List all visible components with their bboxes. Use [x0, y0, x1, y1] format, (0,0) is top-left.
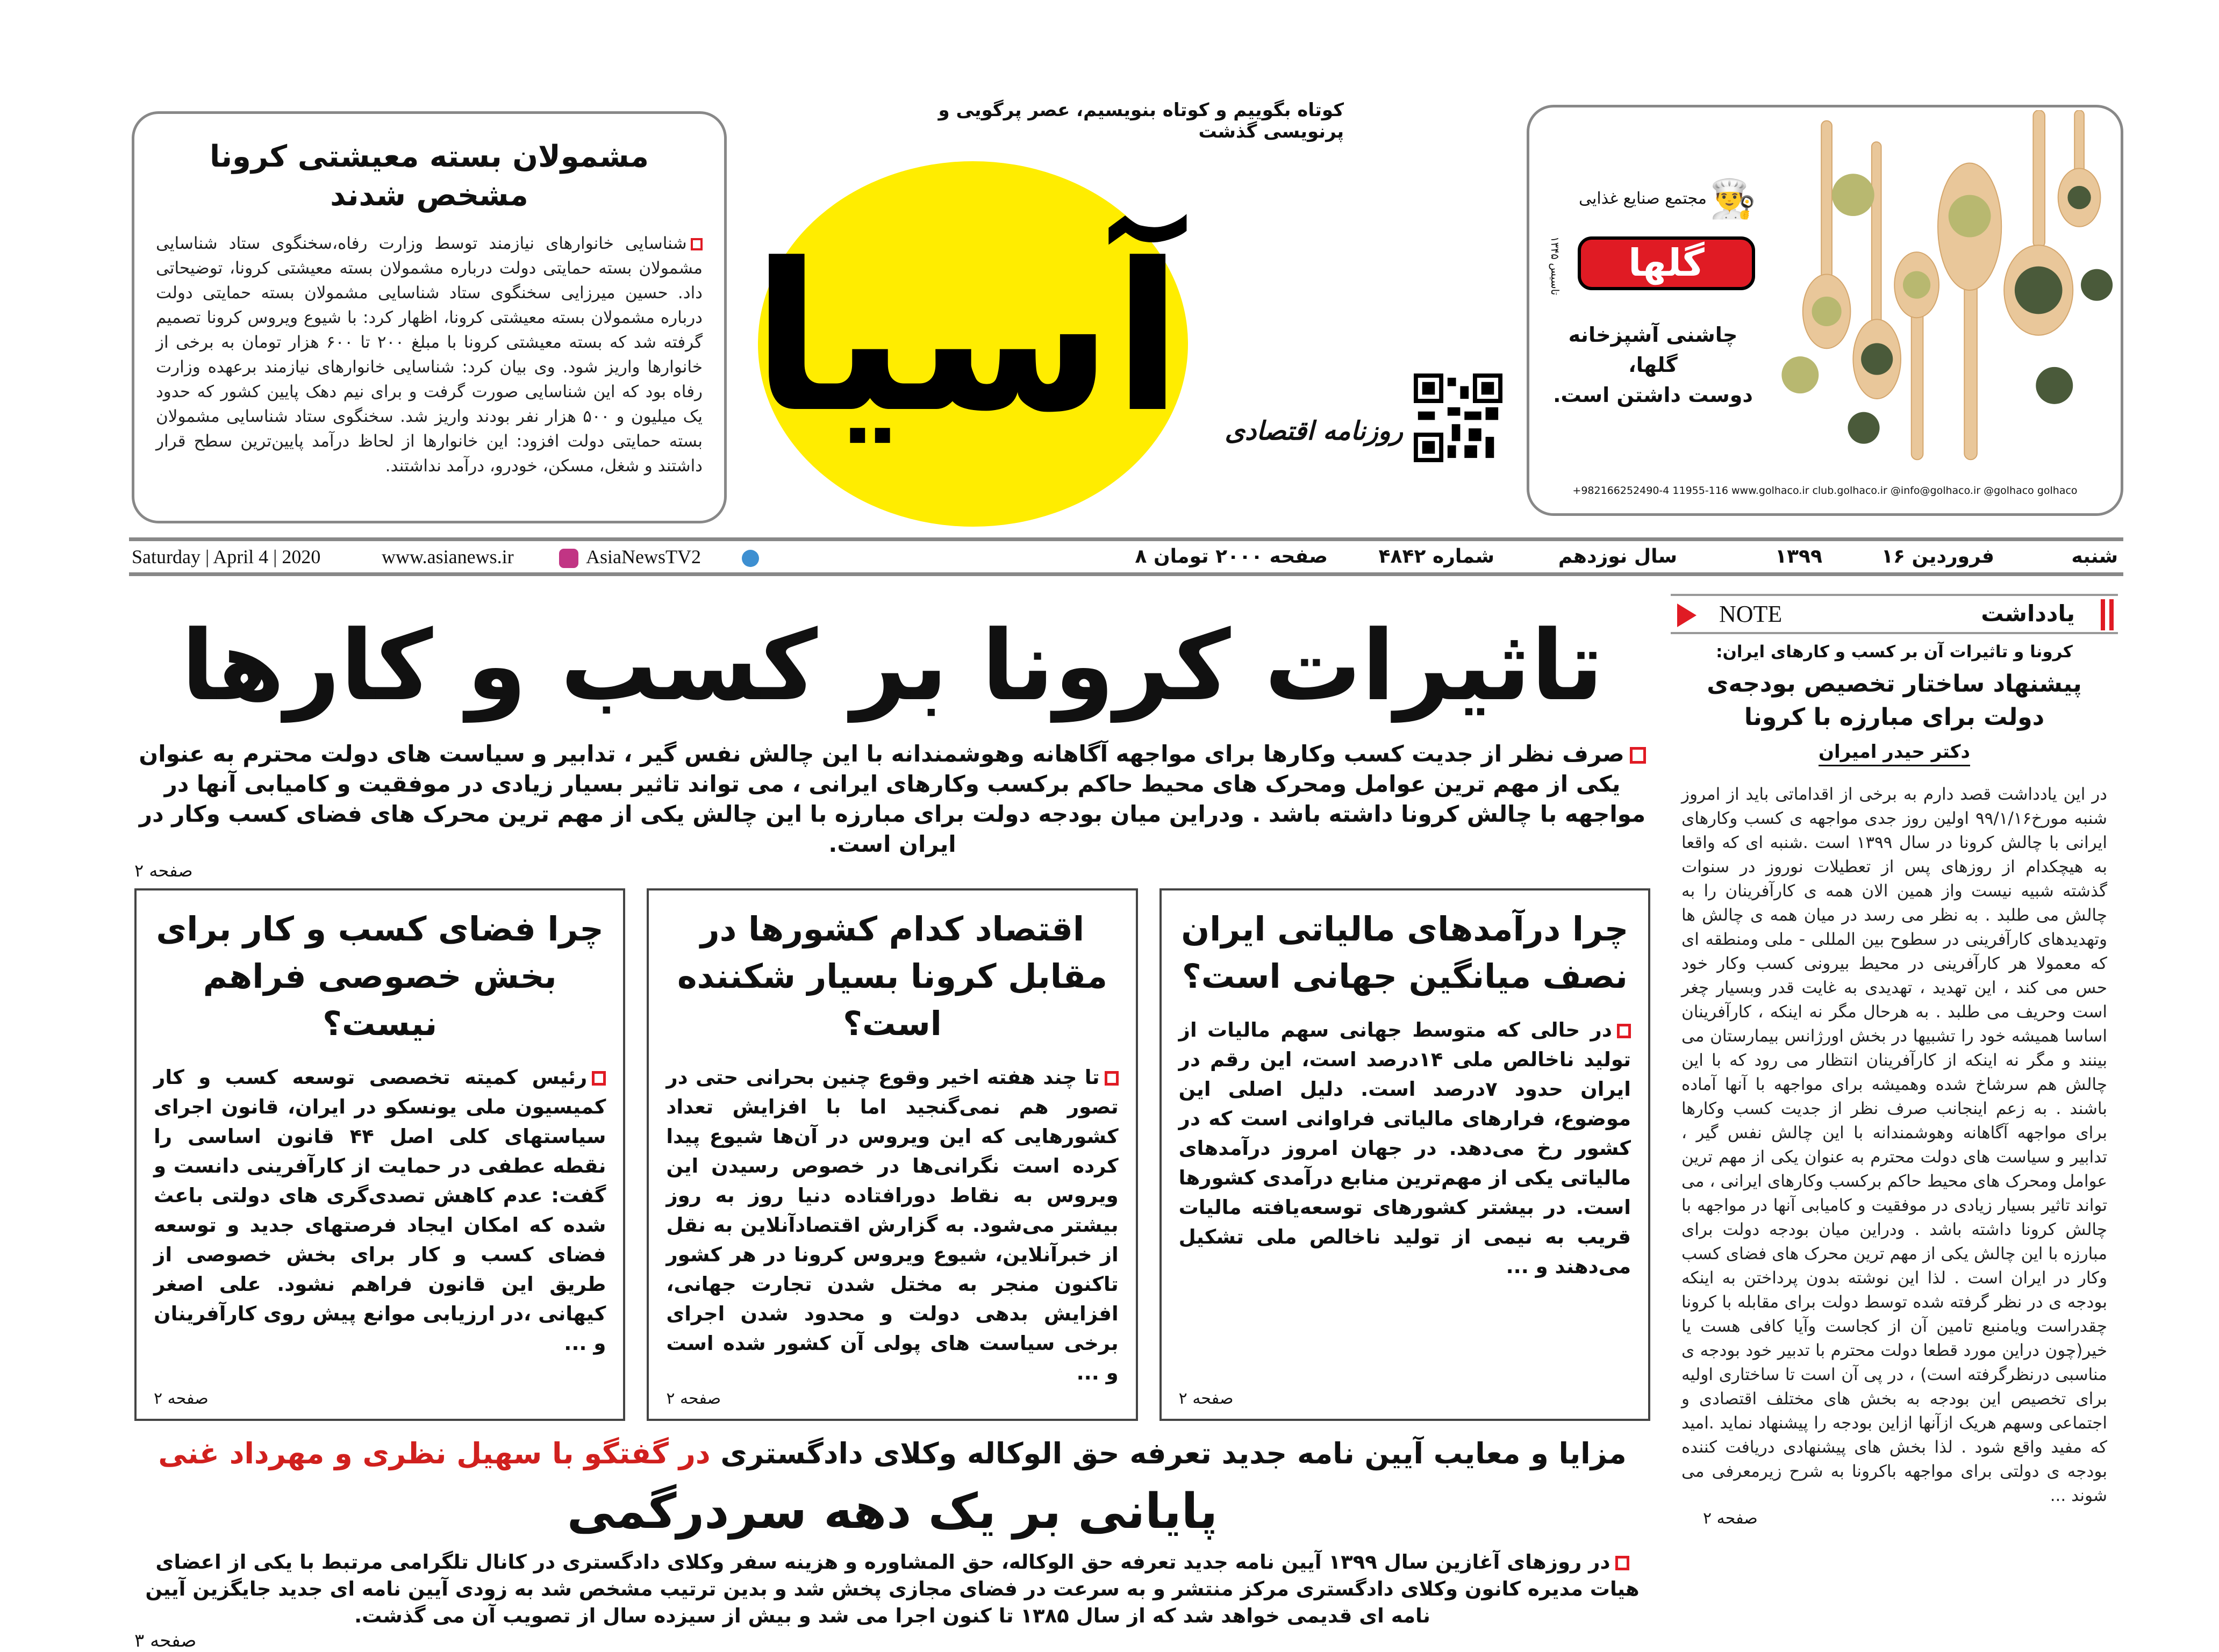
story-column	[134, 888, 625, 1421]
note-label-fa: یادداشت	[1981, 600, 2075, 627]
story-body: رئیس کمیته تخصصی توسعه کسب و کار کمیسیون ملی یونسکو در ایران، قانون اجرای سیاستهای کلی اصل ۴۴ قانون اساسی را نقطه عطفی در حمایت از کارآفرینی دانست و گفت: عدم کاهش تصدی‌گری های دولتی باعث شده که امکان ایجاد فرصتهای جدید و توسعه فضای کسب و کار برای بخش خصوصی از طریق این قانون فراهم نشود. علی اصغر کیهانی ،در ارزیابی موانع پیش روی کارآفرینان و ...	[154, 1066, 606, 1355]
bullet-square-icon	[1617, 1024, 1631, 1039]
ad-slogan-line-2: دوست داشتن است.	[1553, 383, 1753, 407]
wooden-spoons-spices-image	[1758, 110, 2118, 470]
note-body-text: در این یادداشت قصد دارم به برخی از اقداماتی باید از امروز شنبه مورخ۹۹/۱/۱۶ اولین روز جدی مواجهه ی کسب وکارهای ایرانی با چالش کرونا در سال ۱۳۹۹ است .شنبه ای که واقعا به هیچکدام از روزهای پس از تعطیلات نوروز در سنوات گذشته شبیه نیست واز همین الان همه ی کارآفرینان را به چالش می طلبد . به نظر می رسد در میان همه ی چالش ها وتهدیدهای کارآفرینی در سطوح بین المللی - ملی ومنطقه ای که معمولا هر کارآفرینی در محیط بیرونی کسب وکار خود حس می کند ، این تهدید ، تهدیدی به غایت قدر وبسیار چغر است وحریف می طلبد . به هرحال مگر نه اینکه ، کارآفرینان اساسا همیشه خود را تشبیها در بخش اورژانس بیمارستان می بینند و مگر نه اینکه از کارآفرینان انتظار می رود که با این چالش هم سرشاخ شده وهمیشه برای مواجهه با آنها آماده باشند . به زعم اینجانب صرف نظر از جدیت کسب وکارها برای مواجهه آگاهانه وهوشمندانه با این چالش نفس گیر ، تدابیر و سیاست های دولت محترم به عنوان یکی از مهم ترین عوامل ومحرک های محیط حاکم برکسب وکارهای ایرانی ، می تواند تاثیر بسیار زیادی در موفقیت و کامیابی آنها در مواجهه با چالش کرونا داشته باشد . ودراین میان بودجه دولت برای مبارزه با این چالش یکی از مهم ترین محرک های فضای کسب وکار در ایران است . لذا این نوشته بدون پرداختن به اینکه بودجه ی در نظر گرفته شده توسط دولت برای مقابله با کرونا چقدراست ویامنبع تامین آن از کجاست وآیا کافی هست یا خیر(چون دراین مورد قطعا دولت محترم با تدبیر خود بودجه ی مناسبی درنظرگرفته است) ، در پی آن است تا ساختاری اولیه برای تخصیص این بودجه به بخش های مختلف اقتصادی و اجتماعی وسهم هریک ازآنها ازاین بودجه را پیشنهاد نماید .امید که مفید واقع شود . لذا بخش های پیشنهادی دریافت کننده بودجه ی دولتی برای مواجهه باکرونا به شرح زیرمعرفی می شوند ...	[1681, 785, 2107, 1505]
note-column	[1671, 594, 2118, 1529]
qr-code-icon	[1414, 374, 1502, 462]
story-column	[1159, 888, 1650, 1421]
page-reference[interactable]: صفحه ۲	[154, 1389, 209, 1408]
page-reference[interactable]: صفحه ۲	[1178, 1389, 1234, 1408]
instagram-handle[interactable]: AsiaNewsTV2	[586, 546, 701, 568]
bottom-story	[134, 1434, 1650, 1652]
bullet-square-icon	[1615, 1556, 1629, 1571]
golha-advertisement[interactable]	[1527, 105, 2123, 516]
story-column	[647, 888, 1137, 1421]
play-arrow-icon	[1677, 604, 1697, 627]
issue-number: شماره ۴۸۴۲	[1378, 545, 1494, 568]
story-title[interactable]: چرا درآمدهای مالیاتی ایران نصف میانگین جهانی است؟	[1181, 909, 1629, 996]
note-body	[1671, 782, 2118, 1529]
note-header	[1671, 594, 2118, 634]
page-reference[interactable]: صفحه ۳	[134, 1630, 197, 1651]
page-reference[interactable]: صفحه ۲	[1703, 1509, 1758, 1528]
website-link[interactable]: www.asianews.ir	[382, 546, 514, 568]
note-author: دکتر حیدر امیران	[1819, 741, 1970, 766]
story-title[interactable]: چرا فضای کسب و کار برای بخش خصوصی فراهم نیست؟	[156, 909, 604, 1043]
red-bar-icon	[2109, 599, 2114, 630]
story-body: تا چند هفته اخیر وقوع چنین بحرانی حتی در تصور هم نمی‌گنجید اما با افزایش تعداد کشورهایی که این ویروس در آن‌ها شیوع پیدا کرده است نگرانی‌ها در خصوص رسیدن این ویروس به نقاط دورافتاده دنیا روز به روز بیشتر می‌شود. به گزارش اقتصادآنلاین به نقل از خبرآنلاین، شیوع ویروس کرونا در هر کشور تاکنون منجر به مختل شدن تجارت جهانی، افزایش بدهی دولت و محدود شدن اجرای برخی سیاست های پولی آن کشور شده است و ...	[666, 1066, 1119, 1384]
ad-slogan	[1545, 320, 1760, 410]
bottom-kicker-red: در گفتگو با سهیل نظری و مهرداد غنی	[158, 1436, 711, 1470]
ad-contact-line: +982166252490-4 11955-116 www.golhaco.ir club.golhaco.ir @info@golhaco.ir @golhaco golhaco	[1572, 485, 2078, 497]
note-kicker: کرونا و تاثیرات آن بر کسب و کارهای ایران:	[1716, 642, 2073, 662]
pages-price: ۸ صفحه ۲۰۰۰ تومان	[1135, 545, 1328, 568]
main-area	[134, 594, 1650, 1652]
persian-year: ۱۳۹۹	[1775, 545, 1822, 568]
bullet-square-icon	[691, 238, 703, 250]
page-reference[interactable]: صفحه ۲	[666, 1389, 721, 1408]
masthead-subtitle: روزنامه اقتصادی	[1225, 416, 1403, 446]
chef-mascot-icon: 👨‍🍳	[1709, 177, 1757, 221]
note-title[interactable]: پیشنهاد ساختار تخصیص بودجه‌ی دولت برای مبارزه با کرونا	[1707, 670, 2082, 731]
golha-logo: گلها	[1578, 236, 1755, 290]
red-bar-icon	[2101, 599, 2105, 630]
weekday: شنبه	[2071, 545, 2118, 568]
bottom-headline[interactable]: پایانی بر یک دهه سردرگمی	[567, 1483, 1218, 1540]
bottom-body: در روزهای آغازین سال ۱۳۹۹ آیین نامه جدید تعرفه حق الوکاله، حق المشاوره و هزینه سفر وکلای دادگستری در کانال تلگرامی مرتبط با یکی از اعضای هیات مدیره کانون وکلای دادگستری مرکز منتشر و به سرعت در فضای مجازی پخش شد و بدین ترتیب مشخص شد به زودی آیین نامه ای جدید جایگزین آیین نامه ای قدیمی خواهد شد که از سال ۱۳۸۵ تا کنون اجرا می شد و بیش از سیزده سال از تصویب آن می گذشت.	[145, 1550, 1640, 1627]
ad-founded: تاسیس ۱۳۴۵	[1549, 236, 1562, 296]
main-headline[interactable]: تاثیرات کرونا بر کسب و کارها	[181, 610, 1604, 722]
bullet-square-icon	[1630, 747, 1645, 764]
ad-slogan-line-1: چاشنی آشپزخانه گلها،	[1568, 323, 1738, 377]
english-date: Saturday | April 4 | 2020	[132, 546, 321, 568]
main-lead-text: صرف نظر از جدیت کسب وکارها برای مواجهه آگاهانه وهوشمندانه با این چالش نفس گیر ، تدابیر و سیاست های دولت محترم به عنوان یکی از مهم ترین عوامل ومحرک های محیط حاکم برکسب وکارهای ایرانی ، می تواند تاثیر بسیار زیادی در موفقیت و کامیابی آنها در مواجهه با چالش کرونا داشته باشد . ودراین میان بودجه دولت برای مبارزه با این چالش یکی از مهم ترین محرک های فضای کسب وکار در ایران است.	[139, 741, 1646, 857]
persian-date: ۱۶ فروردین	[1881, 545, 1994, 568]
instagram-icon	[559, 549, 578, 568]
bottom-kicker	[134, 1434, 1650, 1474]
top-left-story-title[interactable]: مشمولان بسته معیشتی کرونا مشخص شدند	[209, 139, 649, 213]
verified-badge-icon	[742, 550, 759, 567]
top-left-story-body: شناسایی خانوارهای نیازمند توسط وزارت رفاه،سخنگوی ستاد شناسایی مشمولان بسته حمایتی دولت درباره مشمولان بسته معیشتی کرونا، توضیحاتی داد. حسین میرزایی سخنگوی ستاد شناسایی مشمولان بسته حمایتی دولت درباره مشمولان بسته معیشتی کرونا، اظهار کرد: با شیوع ویروس کرونا تصمیم گرفته شد که بسته معیشتی کرونا با مبلغ ۲۰۰ تا ۶۰۰ هزار تومان به برخی از خانوارها واریز شود. وی بیان کرد: شناسایی خانوارهای نیازمند برعهده وزارت رفاه بود که این شناسایی صورت گرفت و برای نیم دهک پایین کشور که حدود یک میلیون و ۵۰۰ هزار نفر بودند واریز شد. سخنگوی ستاد شناسایی مشمولان بسته حمایتی دولت افزود: این خانوارها از لحاظ درآمد پایین‌ترین سطح قرار داشتند و شغل، مسکن، خودرو، درآمد نداشتند.	[156, 234, 703, 476]
story-body: در حالی که متوسط جهانی سهم مالیات از تولید ناخالص ملی ۱۴درصد است، این رقم در ایران حدود ۷درصد است. دلیل اصلی این موضوع، فرارهای مالیاتی فراوانی است که در کشور رخ می‌دهد. در جهان امروز درآمدهای مالیاتی یکی از مهم‌ترین منابع درآمدی کشورها است. در بیشتر کشورهای توسعه‌یافته مالیات قریب به نیمی از تولید ناخالص ملی تشکیل می‌دهند و ...	[1178, 1018, 1631, 1278]
story-title[interactable]: اقتصاد کدام کشورها در مقابل کرونا بسیار شکننده است؟	[677, 909, 1108, 1043]
note-label-en: NOTE	[1719, 601, 1783, 627]
page-reference[interactable]: صفحه ۲	[134, 860, 193, 881]
volume: سال نوزدهم	[1558, 545, 1677, 568]
bottom-kicker-black: مزایا و معایب آیین نامه جدید تعرفه حق الوکاله وکلای دادگستری	[720, 1436, 1627, 1470]
top-left-story-box	[132, 111, 727, 523]
story-columns	[134, 888, 1650, 1421]
main-lead	[134, 739, 1650, 882]
date-bar	[129, 537, 2123, 576]
masthead-tagline: کوتاه بگوییم و کوتاه بنویسیم، عصر پرگویی و پرنویسی گذشت	[938, 99, 1344, 142]
bullet-square-icon	[592, 1071, 606, 1086]
bullet-square-icon	[1105, 1071, 1119, 1086]
ad-company-name: مجتمع صنایع غذایی	[1579, 189, 1707, 208]
newspaper-logo: آسیا	[751, 219, 1183, 457]
